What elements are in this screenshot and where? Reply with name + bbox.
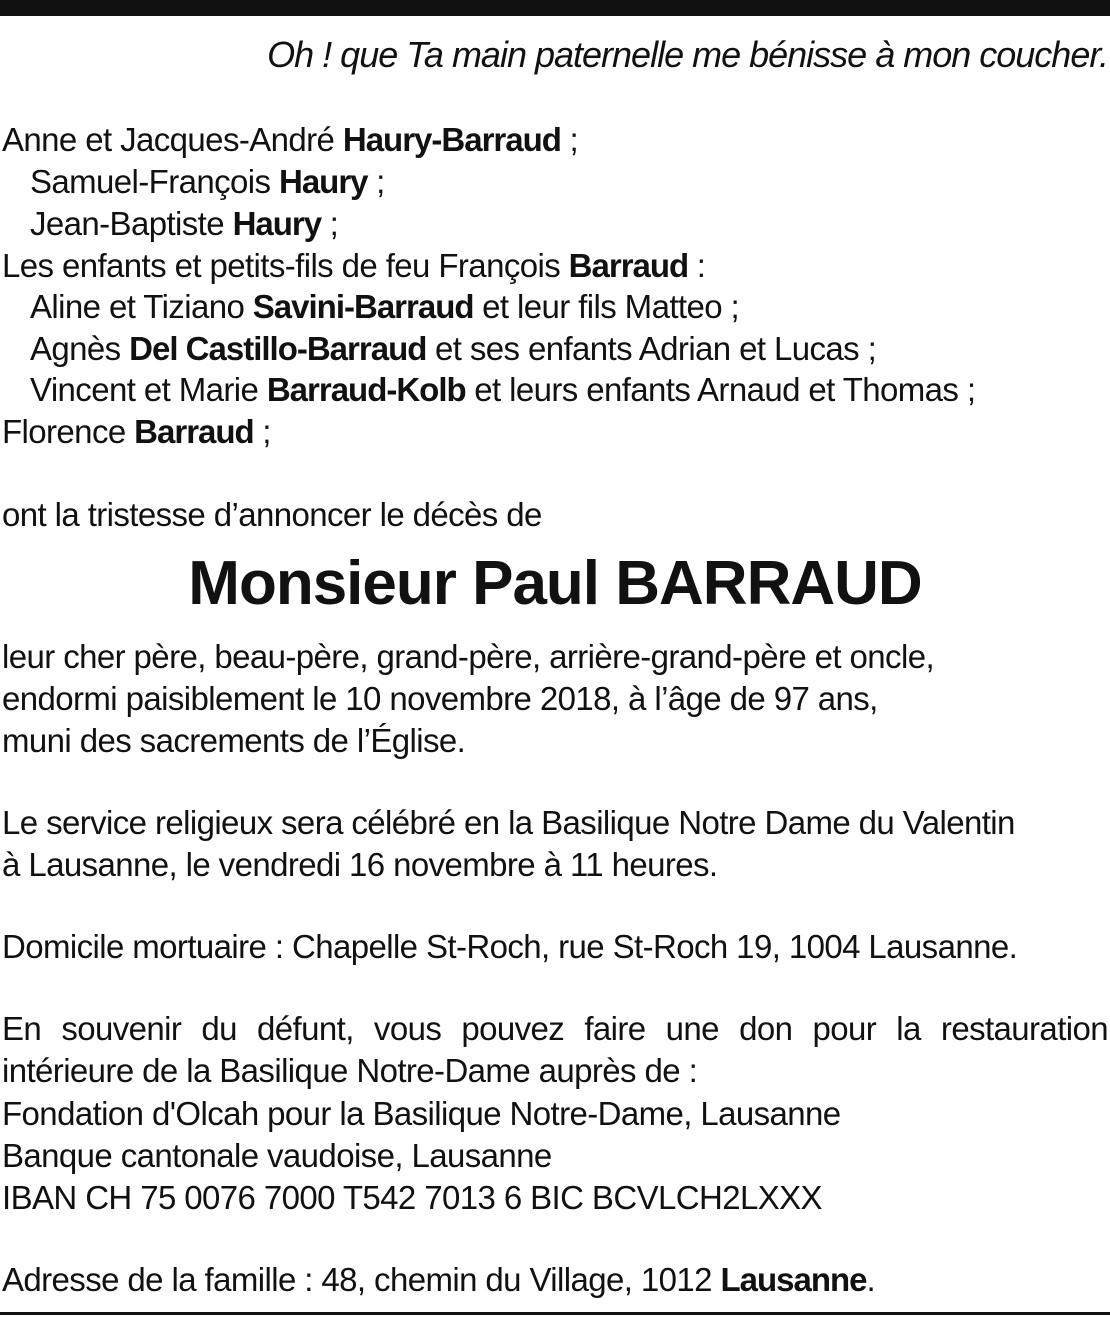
family-address bbox=[2, 1260, 875, 1300]
top-rule bbox=[0, 0, 1110, 16]
family-text: et ses enfants Adrian et Lucas ; bbox=[426, 330, 877, 367]
family-surname: Haury-Barraud bbox=[342, 121, 561, 158]
family-text: ; bbox=[321, 205, 339, 242]
description-line: endormi paisiblement le 10 novembre 2018, à l’âge de 97 ans, bbox=[2, 680, 878, 717]
family-text: Les enfants et petits-fils de feu François bbox=[2, 247, 569, 284]
donation-iban: IBAN CH 75 0076 7000 T542 7013 6 BIC BCVLCH2LXXX bbox=[2, 1179, 822, 1216]
family-text: Aline et Tiziano bbox=[30, 288, 253, 325]
family-text: Vincent et Marie bbox=[30, 371, 267, 408]
family-surname: Barraud bbox=[134, 413, 254, 450]
description-line: muni des sacrements de l’Église. bbox=[2, 722, 466, 759]
family-line bbox=[30, 162, 385, 202]
donation-intro: En souvenir du défunt, vous pouvez faire une don pour la restauration intérieure de la Basilique Notre-Dame auprès de : bbox=[2, 1010, 1108, 1089]
deceased-name: Monsieur Paul BARRAUD bbox=[188, 549, 922, 618]
announcement: ont la tristesse d’annoncer le décès de bbox=[2, 496, 542, 533]
family-surname: Barraud-Kolb bbox=[266, 371, 466, 408]
family-surname: Savini-Barraud bbox=[252, 288, 474, 325]
family-line bbox=[2, 412, 271, 452]
bottom-rule bbox=[0, 1312, 1110, 1315]
family-text: Anne et Jacques-André bbox=[2, 121, 343, 158]
service-line: à Lausanne, le vendredi 16 novembre à 11 heures. bbox=[2, 846, 718, 883]
epigraph: Oh ! que Ta main paternelle me bénisse à mon coucher. bbox=[267, 34, 1108, 75]
address-text: . bbox=[866, 1261, 876, 1298]
description-line: leur cher père, beau-père, grand-père, arrière-grand-père et oncle, bbox=[2, 638, 935, 675]
service-line: Le service religieux sera célébré en la Basilique Notre Dame du Valentin bbox=[2, 804, 1015, 841]
family-text: Jean-Baptiste bbox=[30, 205, 233, 242]
family-text: ; bbox=[560, 121, 579, 158]
family-surname: Haury bbox=[232, 205, 322, 242]
family-line bbox=[30, 329, 876, 369]
family-line bbox=[30, 370, 975, 410]
donation-foundation: Fondation d'Olcah pour la Basilique Notre-Dame, Lausanne bbox=[2, 1095, 841, 1132]
domicile: Domicile mortuaire : Chapelle St-Roch, rue St-Roch 19, 1004 Lausanne. bbox=[2, 928, 1018, 965]
family-text: et leur fils Matteo ; bbox=[473, 288, 740, 325]
family-text: ; bbox=[253, 413, 271, 450]
family-text: ; bbox=[367, 163, 385, 200]
address-city: Lausanne bbox=[720, 1261, 867, 1298]
family-line bbox=[30, 204, 338, 244]
family-text: Samuel-François bbox=[30, 163, 279, 200]
family-surname: Del Castillo-Barraud bbox=[129, 330, 427, 367]
donation-bank: Banque cantonale vaudoise, Lausanne bbox=[2, 1137, 552, 1174]
family-text: : bbox=[688, 247, 706, 284]
family-text: et leurs enfants Arnaud et Thomas ; bbox=[465, 371, 976, 408]
family-surname: Haury bbox=[279, 163, 368, 200]
family-text: Agnès bbox=[30, 330, 130, 367]
family-line bbox=[2, 120, 578, 160]
address-text: Adresse de la famille : 48, chemin du Village, 1012 bbox=[2, 1261, 721, 1298]
family-surname: Barraud bbox=[568, 247, 689, 284]
family-text: Florence bbox=[2, 413, 135, 450]
family-line bbox=[2, 246, 705, 286]
family-line bbox=[30, 287, 739, 327]
